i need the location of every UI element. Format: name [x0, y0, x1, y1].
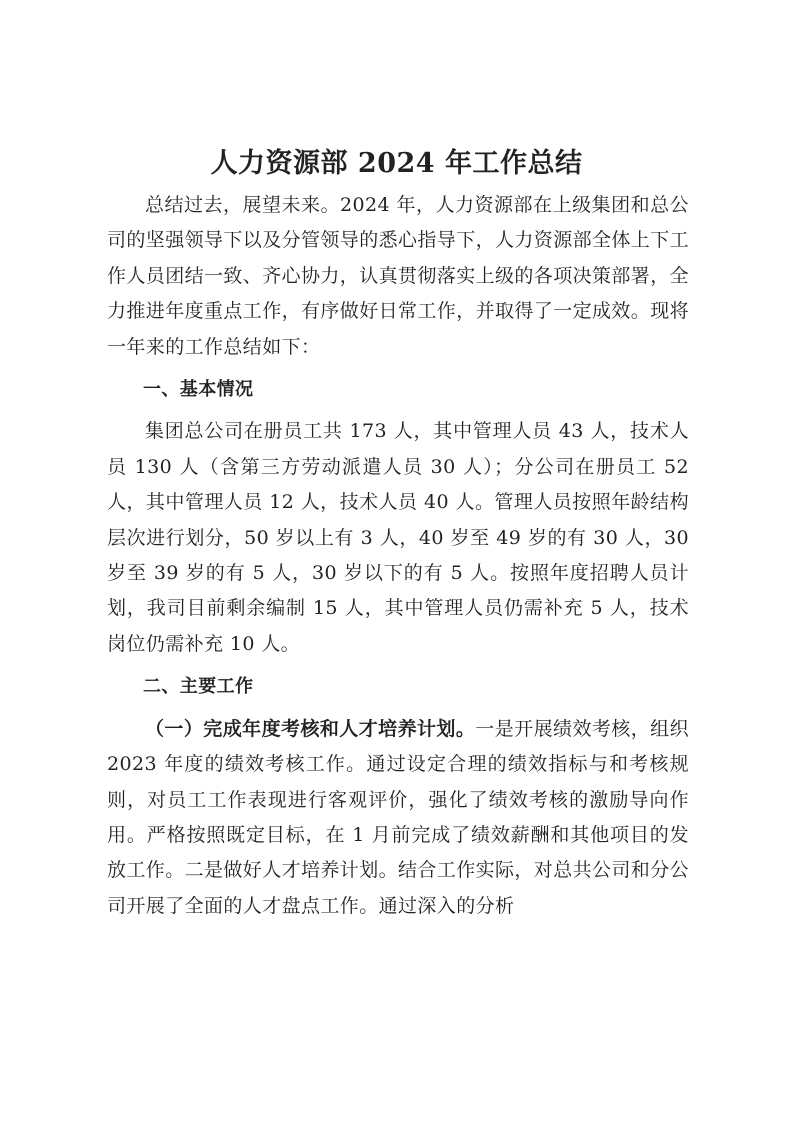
section-heading-main-work: 二、主要工作: [143, 676, 254, 698]
main-work-paragraph: [107, 712, 689, 924]
document-title: 人力资源部 2024 年工作总结: [210, 148, 583, 179]
intro-paragraph: 总结过去，展望未来。2024 年，人力资源部在上级集团和总公司的坚强领导下以及分管领导的悉心指导下，人力资源部全体上下工作人员团结一致、齐心协力，认真贯彻落实上级的各项决策部署，全力推进年度重点工作，有序做好日常工作，并取得了一定成效。现将一年来的工作总结如下：: [107, 194, 690, 358]
spacer: [107, 705, 689, 712]
section-heading-basic-situation: 一、基本情况: [143, 379, 254, 401]
subsection-body: 一是开展绩效考核，组织 2023 年度的绩效考核工作。通过设定合理的绩效指标与和考核规则，对员工工作表现进行客观评价，强化了绩效考核的激励导向作用。严格按照既定目标，在 1 月前完成了绩效薪酬和其他项目的发放工作。二是做好人才培养计划。结合工作实际，对总共公司和分公司开展了全面的人才盘点工作。通过深入的分析: [107, 717, 690, 917]
spacer: [107, 662, 689, 669]
spacer: [107, 407, 689, 414]
subsection-title: （一）完成年度考核和人才培养计划。: [145, 717, 476, 740]
basic-situation-paragraph: 集团总公司在册员工共 173 人，其中管理人员 43 人，技术人员 130 人（含第三方劳动派遣人员 30 人）；分公司在册员工 52 人，其中管理人员 12 人，技术人员 40 人。管理人员按照年龄结构层次进行划分，50 岁以上有 3 人，40 岁至 49 岁的有 30 人，30 岁至 39 岁的有 5 人，30 岁以下的有 5 人。按照年度招聘人员计划，我司目前剩余编制 15 人，其中管理人员仍需补充 5 人，技术岗位仍需补充 10 人。: [107, 420, 689, 655]
spacer: [107, 365, 689, 372]
document-body: [107, 188, 689, 924]
